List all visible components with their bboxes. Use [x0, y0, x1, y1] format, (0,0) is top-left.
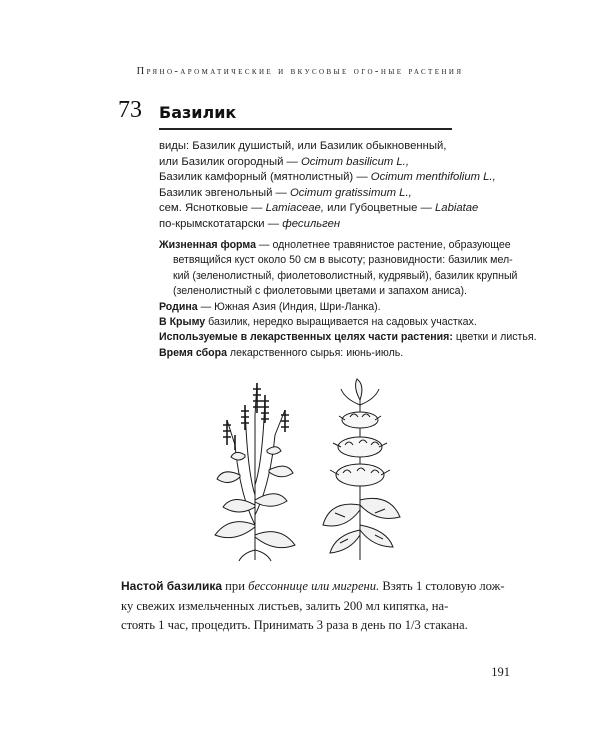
- flowering-stem-drawing: [323, 379, 400, 560]
- latin-name: Ocimum menthifolium L.,: [370, 171, 496, 184]
- life-form-line: кий (зеленолистный, фиолетоволистный, кудрявый), базилик крупный: [173, 269, 518, 282]
- family-line: [159, 201, 509, 217]
- local-name-line: [159, 217, 509, 233]
- page-number: 191: [491, 665, 510, 679]
- entry-heading: [118, 97, 438, 131]
- local-name: фесильген: [282, 217, 341, 230]
- entry-title: Базилик: [159, 103, 237, 122]
- heading-rule: [159, 128, 452, 130]
- recipe-line: стоять 1 час, процедить. Принимать 3 раза в день по 1/3 стакана.: [121, 618, 468, 633]
- botanical-illustration: [195, 375, 425, 565]
- harvest-line: [159, 346, 509, 361]
- species-text: или Губоцветные —: [323, 202, 435, 215]
- entry-number: 73: [118, 97, 142, 123]
- crimea-text: базилик, нередко выращивается на садовых участках.: [205, 316, 477, 329]
- homeland-text: — Южная Азия (Индия, Шри-Ланка).: [197, 300, 381, 313]
- species-line: [159, 170, 509, 186]
- species-line: [159, 139, 509, 155]
- recipe-indication: бессоннице или мигрени.: [248, 579, 380, 593]
- recipe-paragraph: [121, 577, 511, 636]
- species-line: [159, 186, 509, 202]
- species-text: Базилик эвгенольный —: [159, 186, 290, 199]
- running-head: Пряно-ароматические и вкусовые ого-ные растения: [136, 66, 464, 77]
- species-line: [159, 155, 509, 171]
- latin-name: Labiatae: [435, 202, 479, 215]
- life-form-line: (зеленолистный с фиолетовыми цветами и запахом аниса).: [173, 285, 467, 298]
- latin-name: Ocimum basilicum L.,: [300, 155, 409, 168]
- description-block: [159, 238, 537, 361]
- crimea-line: [159, 315, 509, 330]
- species-text: сем. Яснотковые —: [159, 202, 266, 215]
- basil-plant-drawing: [215, 383, 295, 561]
- latin-name: Ocimum gratissimum L.,: [289, 186, 412, 199]
- species-block: [159, 139, 509, 233]
- life-form-line: [159, 238, 509, 253]
- recipe-line: ку свежих измельченных листьев, залить 200 мл кипятка, на-: [121, 598, 449, 613]
- recipe-title: Настой базилика: [121, 579, 223, 593]
- recipe-text: при: [222, 579, 249, 593]
- crimea-label: В Крыму: [159, 316, 206, 329]
- species-text: по-крымскотатарски —: [159, 217, 283, 230]
- life-form-line: ветвящийся куст около 50 см в высоту; разновидности: базилик мел-: [173, 254, 513, 267]
- life-form-label: Жизненная форма: [159, 239, 256, 251]
- species-text: или Базилик огородный —: [159, 155, 301, 168]
- life-form-text: — однолетнее травянистое растение, образующее: [255, 239, 511, 251]
- homeland-line: [159, 300, 509, 315]
- species-text: виды: Базилик душистый, или Базилик обыкновенный,: [159, 140, 447, 152]
- parts-text: цветки и листья.: [452, 331, 537, 344]
- latin-name: Lamiaceae,: [265, 202, 324, 215]
- harvest-text: лекарственного сырья: июнь-июль.: [226, 346, 404, 359]
- parts-line: [159, 330, 537, 345]
- recipe-text: Взять 1 столовую лож-: [379, 579, 505, 593]
- homeland-label: Родина: [159, 300, 198, 313]
- parts-label: Используемые в лекарственных целях части растения:: [159, 331, 453, 344]
- recipe-line: [121, 577, 511, 597]
- harvest-label: Время сбора: [159, 346, 227, 359]
- species-text: Базилик камфорный (мятнолистный) —: [159, 171, 371, 184]
